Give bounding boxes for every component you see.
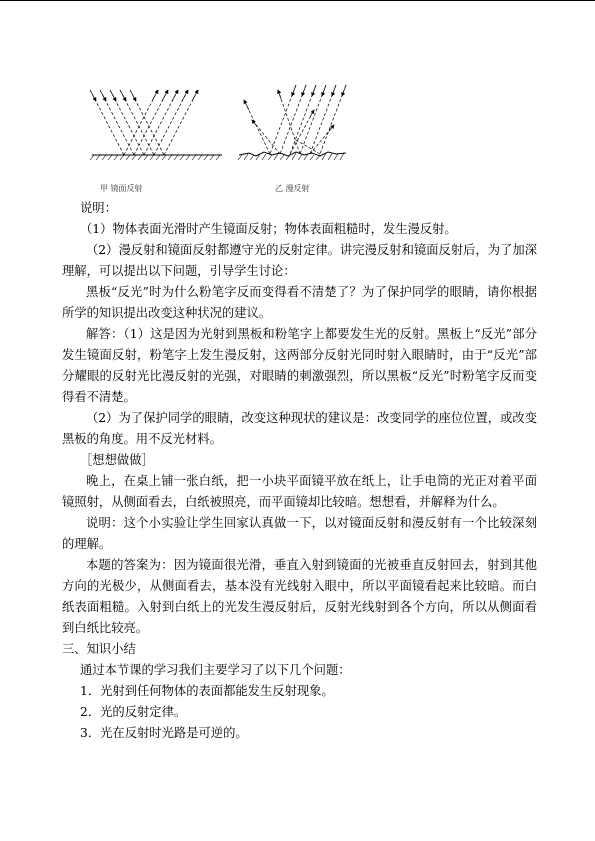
specular-reflection-diagram bbox=[90, 90, 222, 160]
summary-item-2: 2．光的反射定律。 bbox=[80, 705, 187, 719]
page-top-rule bbox=[0, 0, 595, 1]
summary-item-1: 1．光射到任何物体的表面都能发生反射现象。 bbox=[80, 684, 334, 698]
reflection-diagram bbox=[84, 80, 384, 180]
summary-intro: 通过本节课的学习我们主要学习了以下几个问题： bbox=[80, 663, 351, 677]
note-item-2: （2）漫反射和镜面反射都遵守光的反射定律。讲完漫反射和镜面反射后，为了加深理解，可以提出以下问题，引导学生讨论： bbox=[62, 243, 537, 278]
discussion-question: 黑板“反光”时为什么粉笔字反而变得看不清楚了？为了保护同学的眼睛，请你根据所学的知识提出改变这种状况的建议。 bbox=[62, 285, 537, 320]
experiment-answer: 本题的答案为：因为镜面很光滑，垂直入射到镜面的光被垂直反射回去，射到其他方向的光极少，从侧面看去，基本没有光线射入眼中，所以平面镜看起来比较暗。而白纸表面粗糙。入射到白纸上的光发生漫反射后，反射光线射到各个方向，所以从侧面看到白纸比较亮。 bbox=[62, 558, 537, 635]
specular-caption: 甲 镜面反射 bbox=[100, 184, 143, 193]
diffuse-reflection-diagram bbox=[238, 85, 346, 160]
summary-item-3: 3．光在反射时光路是可逆的。 bbox=[80, 726, 248, 740]
note-label: 说明： bbox=[80, 201, 117, 215]
section-summary-heading: 三、知识小结 bbox=[62, 642, 136, 656]
think-and-do-heading: ［想想做做］ bbox=[80, 453, 154, 467]
answer-paragraph-1: 解答：（1）这是因为光射到黑板和粉笔字上都要发生光的反射。黑板上“反光”部分发生镜面反射，粉笔字上发生漫反射，这两部分反射光同时射入眼睛时，由于“反光”部分耀眼的反射光比漫反射的光强，对眼睛的刺激强烈，所以黑板“反光”时粉笔字反而变得看不清楚。 bbox=[62, 327, 537, 404]
think-and-do-body: 晚上，在桌上铺一张白纸，把一小块平面镜平放在纸上，让手电筒的光正对着平面镜照射，从侧面看去，白纸被照亮，而平面镜却比较暗。想想看，并解释为什么。 bbox=[62, 474, 537, 509]
diffuse-caption: 乙 漫反射 bbox=[275, 184, 310, 193]
answer-paragraph-2: （2）为了保护同学的眼睛，改变这种现状的建议是：改变同学的座位位置，或改变黑板的角度。用不反光材料。 bbox=[62, 411, 537, 446]
reflection-figure bbox=[84, 80, 384, 200]
experiment-note: 说明：这个小实验让学生回家认真做一下，以对镜面反射和漫反射有一个比较深刻的理解。 bbox=[62, 516, 537, 551]
note-item-1: （1）物体表面光滑时产生镜面反射；物体表面粗糙时，发生漫反射。 bbox=[80, 222, 457, 236]
